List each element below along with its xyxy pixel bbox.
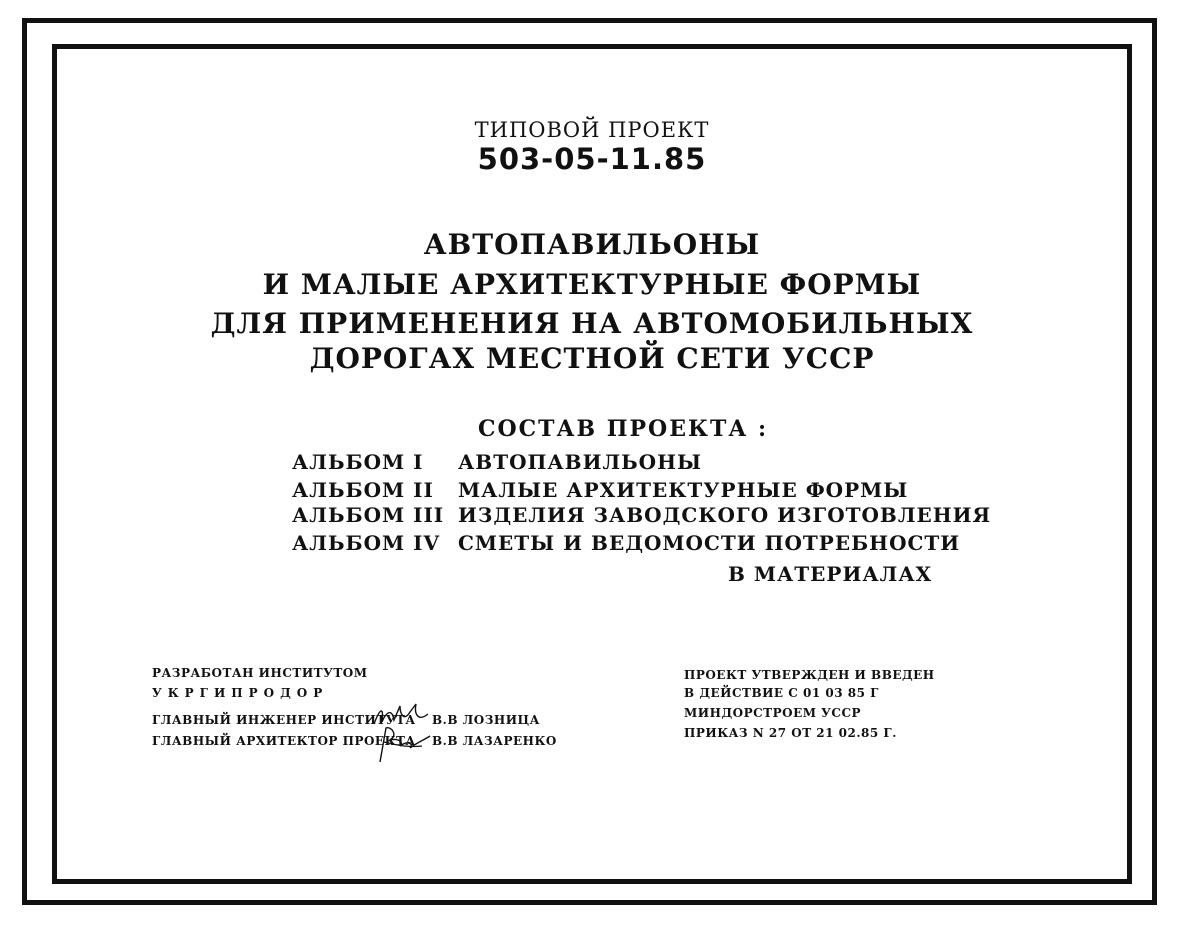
album-3-desc: ИЗДЕЛИЯ ЗАВОДСКОГО ИЗГОТОВЛЕНИЯ — [458, 503, 992, 527]
approval-line-4: ПРИКАЗ N 27 ОТ 21 02.85 Г. — [684, 726, 897, 740]
chief-engineer-name: В.В ЛОЗНИЦА — [432, 713, 540, 727]
approval-line-1: ПРОЕКТ УТВЕРЖДЕН И ВВЕДЕН — [684, 668, 935, 682]
approval-line-3: МИНДОРСТРОЕМ УССР — [684, 706, 862, 720]
title-line-2: И МАЛЫЕ АРХИТЕКТУРНЫЕ ФОРМЫ — [262, 268, 922, 301]
chief-architect-signature — [370, 722, 432, 766]
approval-line-2: В ДЕЙСТВИЕ С 01 03 85 Г — [684, 686, 879, 700]
album-2-desc: МАЛЫЕ АРХИТЕКТУРНЫЕ ФОРМЫ — [458, 478, 909, 502]
developed-by-label: РАЗРАБОТАН ИНСТИТУТОМ — [152, 666, 368, 680]
album-4-desc-continuation: В МАТЕРИАЛАХ — [728, 562, 933, 586]
institute-name: УКРГИПРОДОР — [152, 686, 329, 700]
title-line-4: ДОРОГАХ МЕСТНОЙ СЕТИ УССР — [309, 342, 875, 375]
album-4-label: АЛЬБОМ IV — [292, 531, 440, 555]
chief-engineer-title: ГЛАВНЫЙ ИНЖЕНЕР ИНСТИТУТА — [152, 713, 416, 727]
album-1-label: АЛЬБОМ I — [292, 450, 424, 474]
composition-heading: СОСТАВ ПРОЕКТА : — [478, 416, 769, 442]
title-line-1: АВТОПАВИЛЬОНЫ — [423, 228, 761, 261]
album-4-desc: СМЕТЫ И ВЕДОМОСТИ ПОТРЕБНОСТИ — [458, 531, 961, 555]
project-number: 503-05-11.85 — [477, 142, 707, 176]
chief-architect-title: ГЛАВНЫЙ АРХИТЕКТОР ПРОЕКТА — [152, 734, 416, 748]
album-3-label: АЛЬБОМ III — [292, 503, 445, 527]
album-2-label: АЛЬБОМ II — [292, 478, 434, 502]
chief-architect-name: В.В ЛАЗАРЕНКО — [432, 734, 557, 748]
album-1-desc: АВТОПАВИЛЬОНЫ — [458, 450, 703, 474]
title-line-3: ДЛЯ ПРИМЕНЕНИЯ НА АВТОМОБИЛЬНЫХ — [210, 307, 974, 340]
project-label: ТИПОВОЙ ПРОЕКТ — [474, 118, 710, 142]
